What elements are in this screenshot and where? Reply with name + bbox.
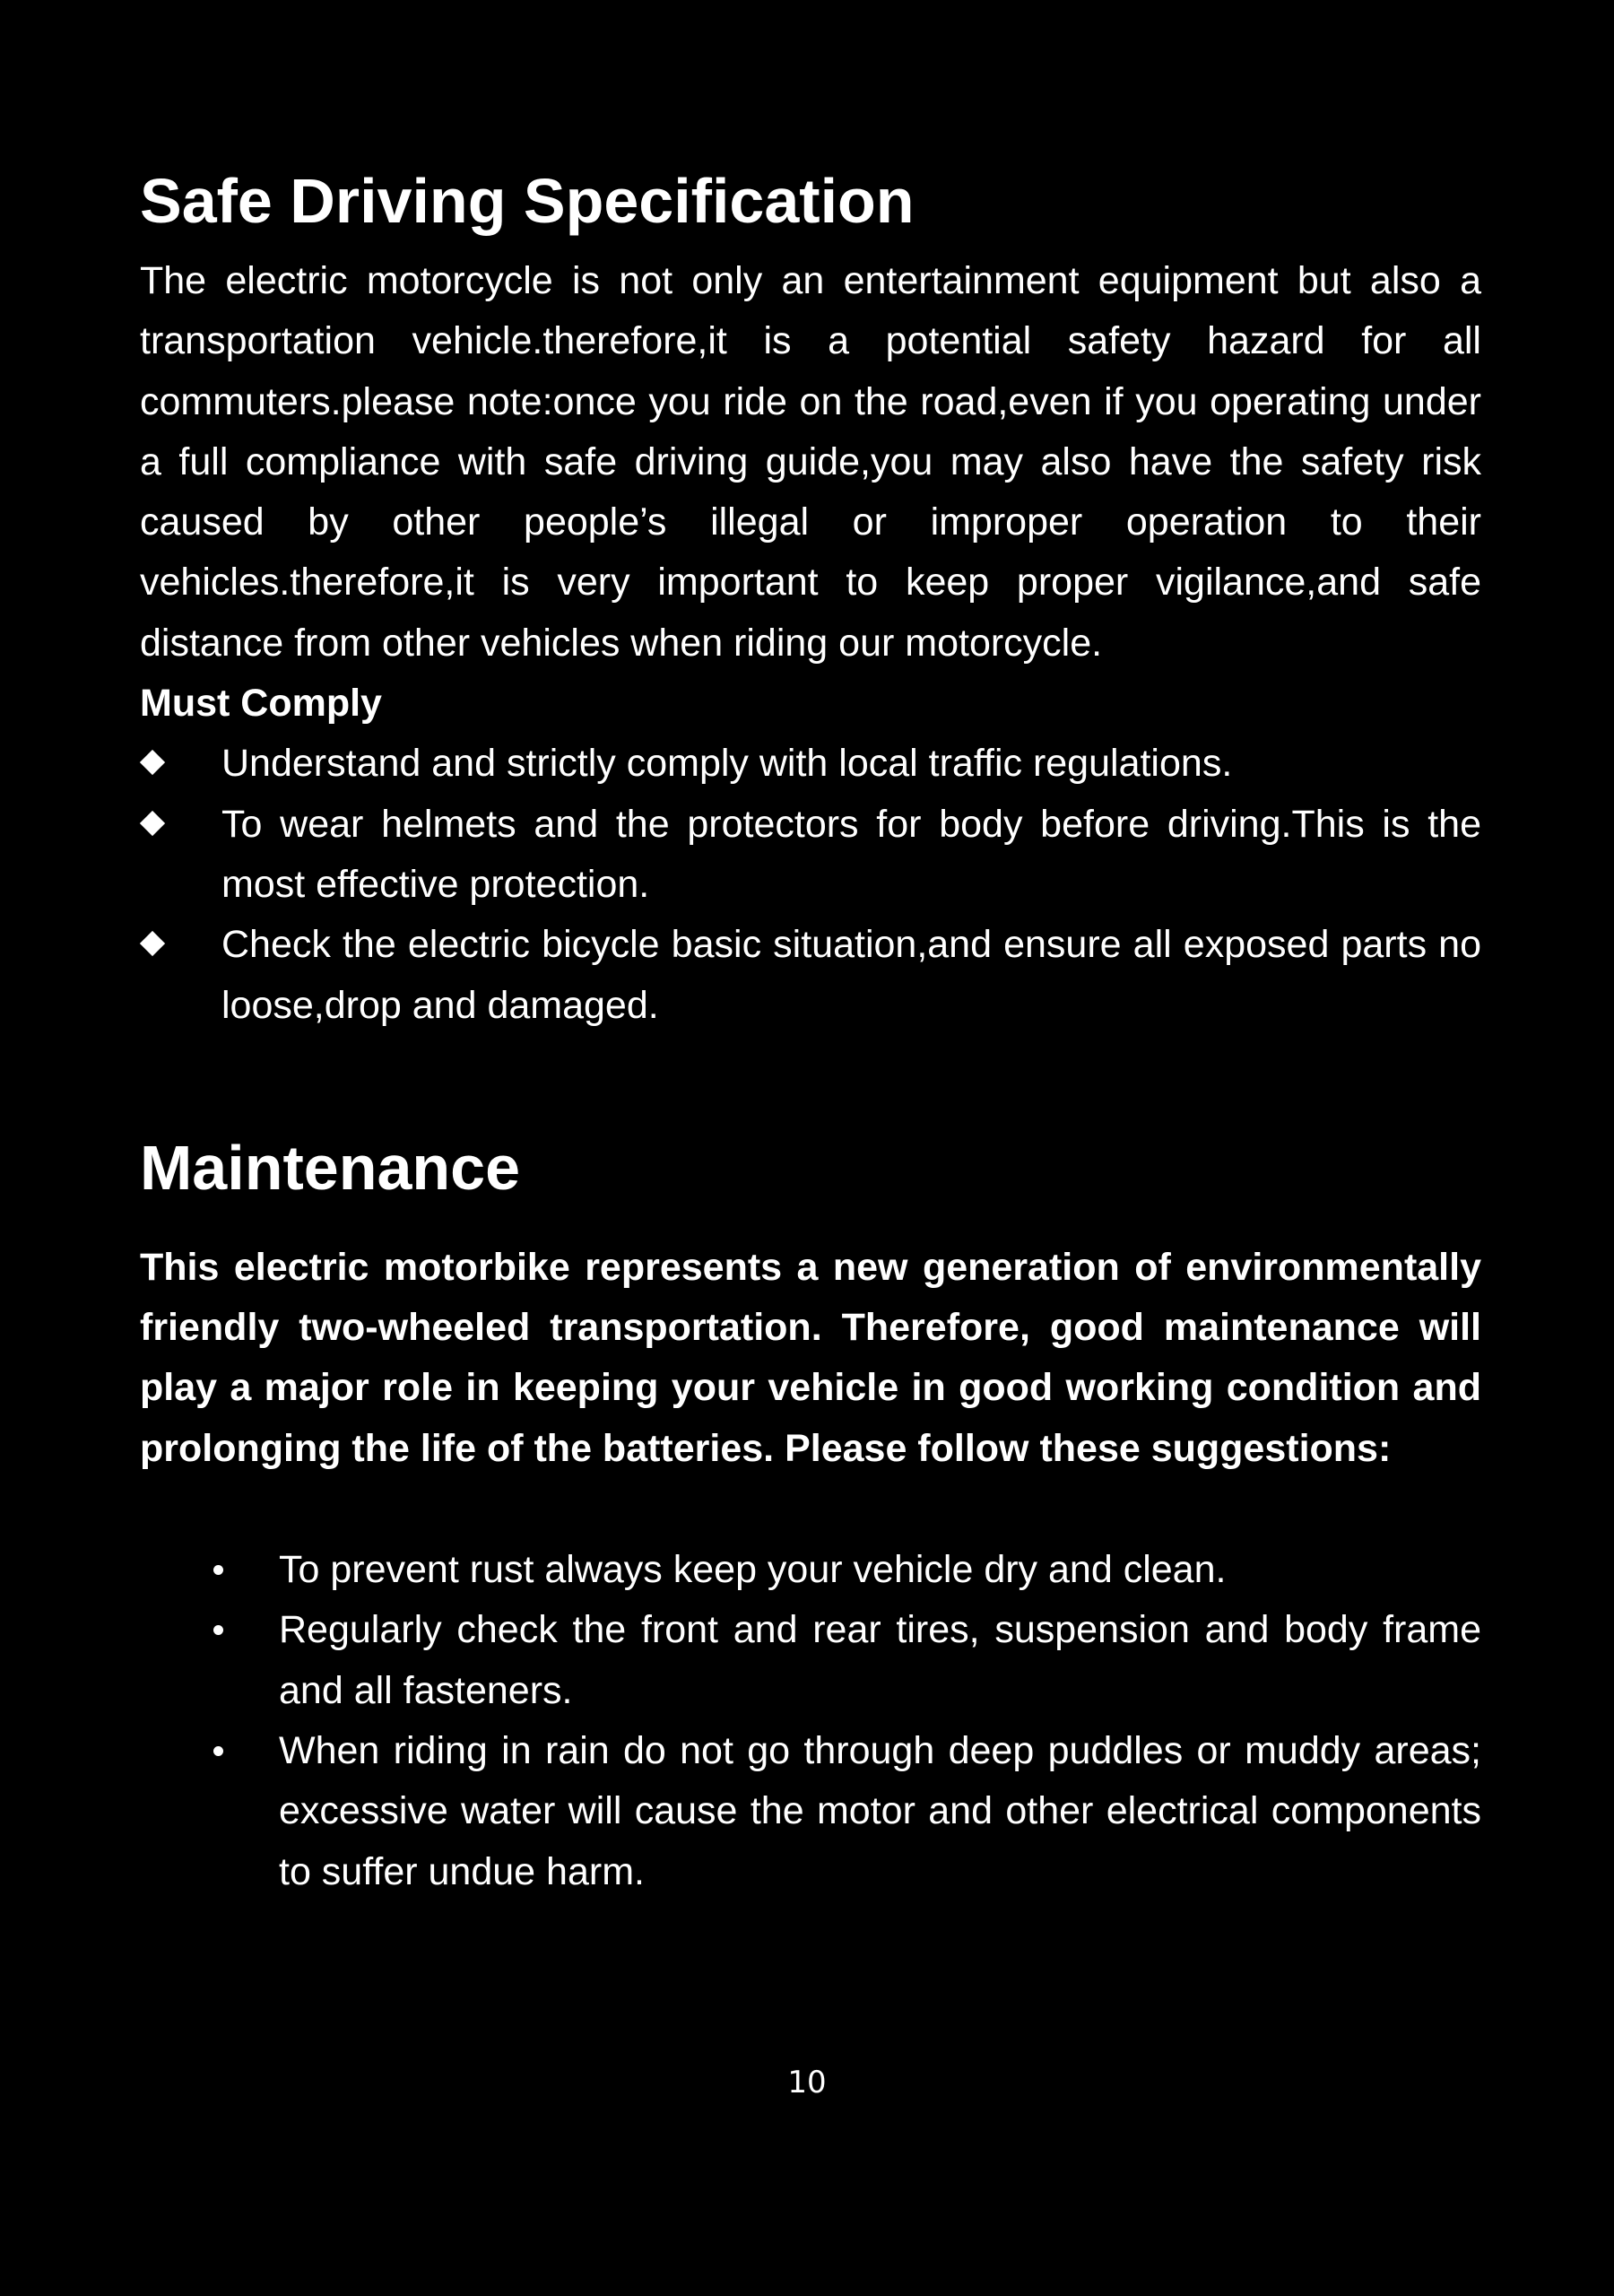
- list-item-text: Regularly check the front and rear tires, suspension and body frame and all fasteners.: [279, 1608, 1481, 1712]
- list-item-text: Check the electric bicycle basic situation,and ensure all exposed parts no loose,drop and damaged.: [221, 923, 1481, 1027]
- list-item-text: Understand and strictly comply with local traffic regulations.: [221, 742, 1233, 786]
- maintenance-paragraph: This electric motorbike represents a new generation of environmentally friendly two-wheeled transportation. Therefore, good maintenance will play a major role in keeping your vehicle in good working condition and prolonging the life of the batteries. Please follow these suggestions:: [140, 1245, 1481, 1470]
- list-item: [140, 1721, 1481, 1902]
- diamond-bullet-icon: [140, 750, 165, 775]
- safe-driving-paragraph: The electric motorcycle is not only an entertainment equipment but also a transportation vehicle.therefore,it is a potential safety hazard for all commuters.please note:once you ride on the road,even if you operating under a full compliance with safe driving guide,you may also have the safety risk caused by other people’s illegal or improper operation to their vehicles.therefore,it is very important to keep proper vigilance,and safe distance from other vehicles when riding our motorcycle.: [140, 259, 1481, 665]
- list-item: [140, 1540, 1481, 1600]
- list-item-text: To wear helmets and the protectors for body before driving.This is the most effective protection.: [221, 802, 1481, 906]
- bullet-dot-icon: [213, 1746, 223, 1756]
- must-comply-subheading: Must Comply: [140, 682, 382, 726]
- section-title-safe-driving: Safe Driving Specification: [140, 166, 915, 236]
- maintenance-list: [140, 1540, 1481, 1902]
- list-item: [140, 734, 1481, 794]
- list-item: [140, 915, 1481, 1036]
- bullet-dot-icon: [213, 1625, 223, 1635]
- must-comply-list: [140, 734, 1481, 1035]
- page-number: 10: [787, 2065, 827, 2100]
- page-content: [140, 152, 1481, 1902]
- diamond-bullet-icon: [140, 811, 165, 836]
- bullet-dot-icon: [213, 1565, 223, 1575]
- list-item-text: To prevent rust always keep your vehicle dry and clean.: [279, 1548, 1227, 1592]
- list-item: [140, 1600, 1481, 1721]
- section-title-maintenance: Maintenance: [140, 1132, 520, 1203]
- list-item-text: When riding in rain do not go through deep puddles or muddy areas; excessive water will cause the motor and other electrical components to suffer undue harm.: [279, 1728, 1481, 1893]
- diamond-bullet-icon: [140, 931, 165, 956]
- list-item: [140, 795, 1481, 916]
